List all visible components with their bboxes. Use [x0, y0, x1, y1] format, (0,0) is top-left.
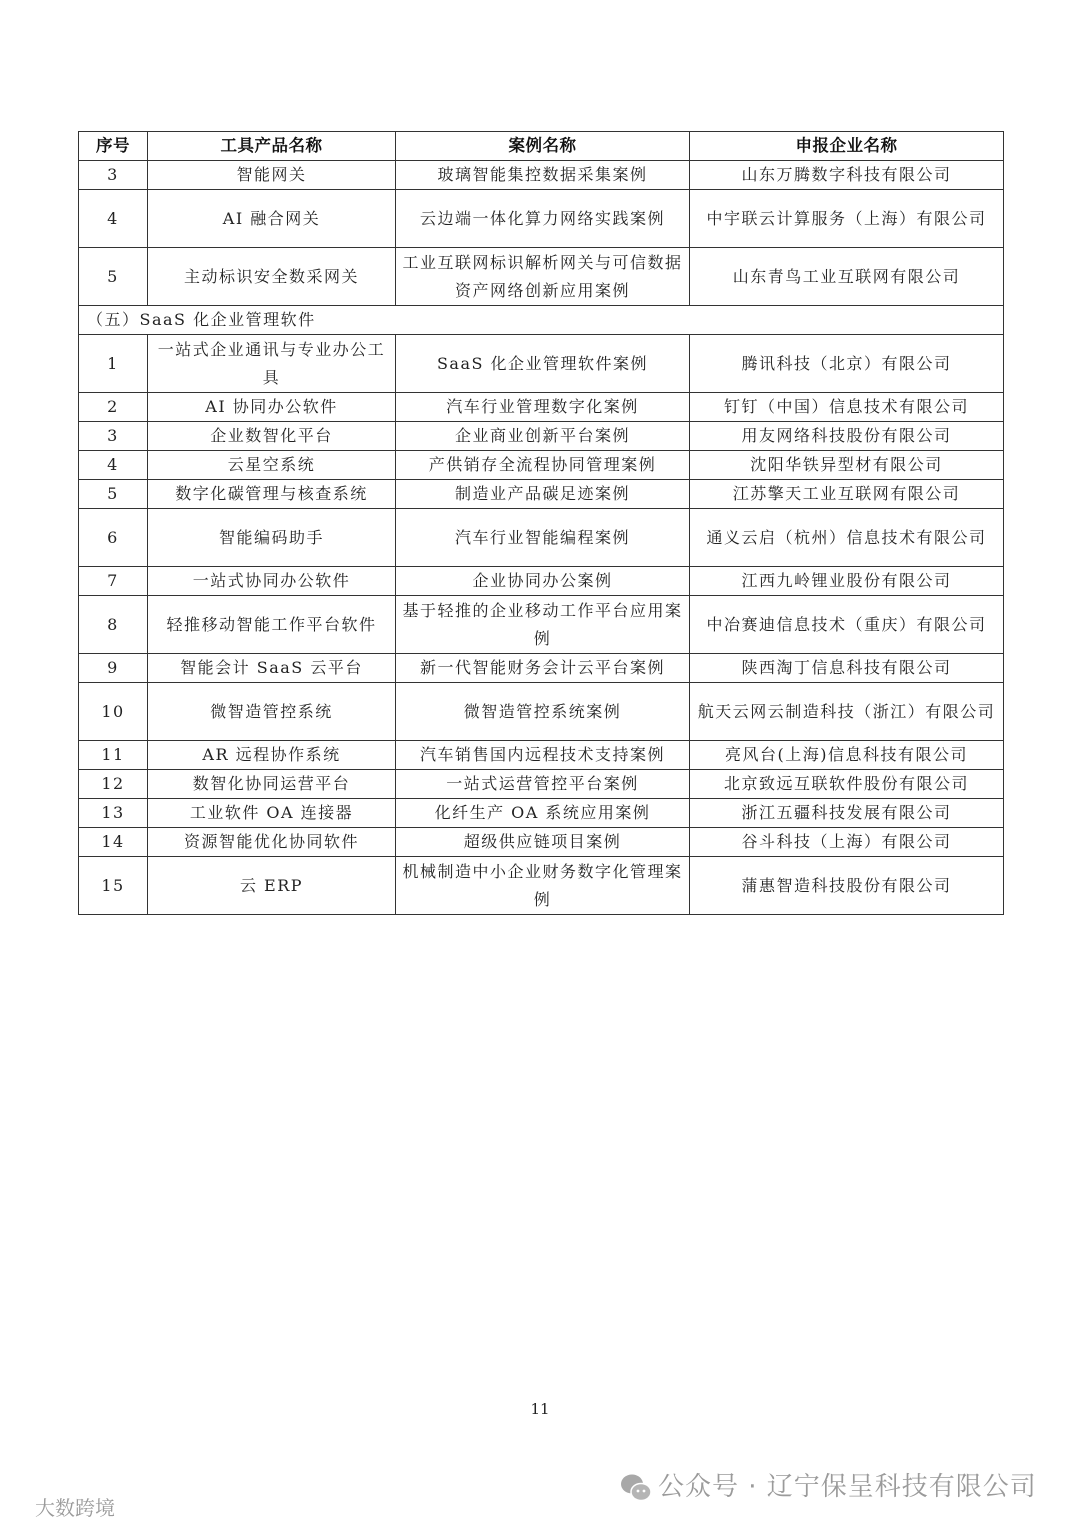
wechat-watermark-text: 公众号 · 辽宁保呈科技有限公司 — [658, 1472, 1037, 1502]
cell-company: 腾讯科技（北京）有限公司 — [690, 335, 1004, 393]
cell-company: 钉钉（中国）信息技术有限公司 — [690, 393, 1004, 422]
cell-product: 智能编码助手 — [148, 509, 396, 567]
header-company: 申报企业名称 — [690, 132, 1004, 161]
table-row — [79, 741, 1004, 770]
table-row — [79, 654, 1004, 683]
cell-company: 蒲惠智造科技股份有限公司 — [690, 857, 1004, 915]
table-row — [79, 335, 1004, 393]
cell-company: 中冶赛迪信息技术（重庆）有限公司 — [690, 596, 1004, 654]
cell-company: 山东青鸟工业互联网有限公司 — [690, 248, 1004, 306]
cell-company: 用友网络科技股份有限公司 — [690, 422, 1004, 451]
cell-no: 14 — [79, 828, 148, 857]
cell-case: 工业互联网标识解析网关与可信数据资产网络创新应用案例 — [396, 248, 690, 306]
cell-case: 云边端一体化算力网络实践案例 — [396, 190, 690, 248]
cell-case: 新一代智能财务会计云平台案例 — [396, 654, 690, 683]
cell-case: SaaS 化企业管理软件案例 — [396, 335, 690, 393]
cell-company: 亮风台(上海)信息科技有限公司 — [690, 741, 1004, 770]
cell-product: 智能会计 SaaS 云平台 — [148, 654, 396, 683]
table-row — [79, 596, 1004, 654]
table-row — [79, 480, 1004, 509]
cell-no: 2 — [79, 393, 148, 422]
cell-company: 陕西淘丁信息科技有限公司 — [690, 654, 1004, 683]
cell-company: 通义云启（杭州）信息技术有限公司 — [690, 509, 1004, 567]
cell-case: 企业商业创新平台案例 — [396, 422, 690, 451]
cell-no: 7 — [79, 567, 148, 596]
header-product: 工具产品名称 — [148, 132, 396, 161]
section-title: （五）SaaS 化企业管理软件 — [79, 306, 1004, 335]
cell-no: 10 — [79, 683, 148, 741]
cell-no: 3 — [79, 161, 148, 190]
table-row — [79, 857, 1004, 915]
cell-product: 主动标识安全数采网关 — [148, 248, 396, 306]
table-header-row — [79, 132, 1004, 161]
cell-company: 谷斗科技（上海）有限公司 — [690, 828, 1004, 857]
cell-company: 沈阳华铁异型材有限公司 — [690, 451, 1004, 480]
cell-case: 超级供应链项目案例 — [396, 828, 690, 857]
cell-case: 汽车行业管理数字化案例 — [396, 393, 690, 422]
cell-case: 化纤生产 OA 系统应用案例 — [396, 799, 690, 828]
cell-case: 汽车行业智能编程案例 — [396, 509, 690, 567]
cell-product: 数字化碳管理与核查系统 — [148, 480, 396, 509]
header-no: 序号 — [79, 132, 148, 161]
cell-company: 航天云网云制造科技（浙江）有限公司 — [690, 683, 1004, 741]
cell-company: 江苏擎天工业互联网有限公司 — [690, 480, 1004, 509]
cell-product: AR 远程协作系统 — [148, 741, 396, 770]
table-row — [79, 451, 1004, 480]
table-row — [79, 190, 1004, 248]
wechat-watermark — [620, 1466, 1037, 1503]
cell-no: 6 — [79, 509, 148, 567]
cell-case: 玻璃智能集控数据采集案例 — [396, 161, 690, 190]
cell-no: 4 — [79, 451, 148, 480]
section-row — [79, 306, 1004, 335]
case-table — [78, 131, 1004, 915]
table-row — [79, 161, 1004, 190]
table-row — [79, 567, 1004, 596]
cell-product: 工业软件 OA 连接器 — [148, 799, 396, 828]
cell-no: 5 — [79, 480, 148, 509]
cell-case: 汽车销售国内远程技术支持案例 — [396, 741, 690, 770]
page-number: 11 — [530, 1400, 550, 1418]
cell-product: 资源智能优化协同软件 — [148, 828, 396, 857]
cell-company: 江西九岭锂业股份有限公司 — [690, 567, 1004, 596]
cell-case: 产供销存全流程协同管理案例 — [396, 451, 690, 480]
table-row — [79, 393, 1004, 422]
cell-company: 山东万腾数字科技有限公司 — [690, 161, 1004, 190]
cell-no: 8 — [79, 596, 148, 654]
cell-case: 一站式运营管控平台案例 — [396, 770, 690, 799]
table-row — [79, 799, 1004, 828]
cell-product: 云星空系统 — [148, 451, 396, 480]
cell-product: 一站式协同办公软件 — [148, 567, 396, 596]
cell-no: 5 — [79, 248, 148, 306]
cell-product: 云 ERP — [148, 857, 396, 915]
cell-company: 北京致远互联软件股份有限公司 — [690, 770, 1004, 799]
cell-product: 一站式企业通讯与专业办公工具 — [148, 335, 396, 393]
cell-no: 15 — [79, 857, 148, 915]
table-row — [79, 509, 1004, 567]
table-row — [79, 422, 1004, 451]
cell-case: 企业协同办公案例 — [396, 567, 690, 596]
table-row — [79, 828, 1004, 857]
cell-product: 智能网关 — [148, 161, 396, 190]
logo-watermark-text: 大数跨境 — [35, 1496, 115, 1520]
cell-product: AI 协同办公软件 — [148, 393, 396, 422]
table-row — [79, 683, 1004, 741]
cell-no: 13 — [79, 799, 148, 828]
cell-product: AI 融合网关 — [148, 190, 396, 248]
cell-product: 企业数智化平台 — [148, 422, 396, 451]
wechat-icon — [620, 1473, 652, 1503]
cell-case: 制造业产品碳足迹案例 — [396, 480, 690, 509]
cell-company: 中宇联云计算服务（上海）有限公司 — [690, 190, 1004, 248]
cell-no: 3 — [79, 422, 148, 451]
table-row — [79, 248, 1004, 306]
logo-watermark — [35, 1492, 115, 1521]
cell-no: 12 — [79, 770, 148, 799]
cell-product: 微智造管控系统 — [148, 683, 396, 741]
cell-case: 微智造管控系统案例 — [396, 683, 690, 741]
cell-company: 浙江五疆科技发展有限公司 — [690, 799, 1004, 828]
cell-case: 基于轻推的企业移动工作平台应用案例 — [396, 596, 690, 654]
cell-case: 机械制造中小企业财务数字化管理案例 — [396, 857, 690, 915]
header-case: 案例名称 — [396, 132, 690, 161]
table-row — [79, 770, 1004, 799]
cell-product: 轻推移动智能工作平台软件 — [148, 596, 396, 654]
cell-no: 9 — [79, 654, 148, 683]
cell-no: 11 — [79, 741, 148, 770]
cell-product: 数智化协同运营平台 — [148, 770, 396, 799]
cell-no: 1 — [79, 335, 148, 393]
cell-no: 4 — [79, 190, 148, 248]
